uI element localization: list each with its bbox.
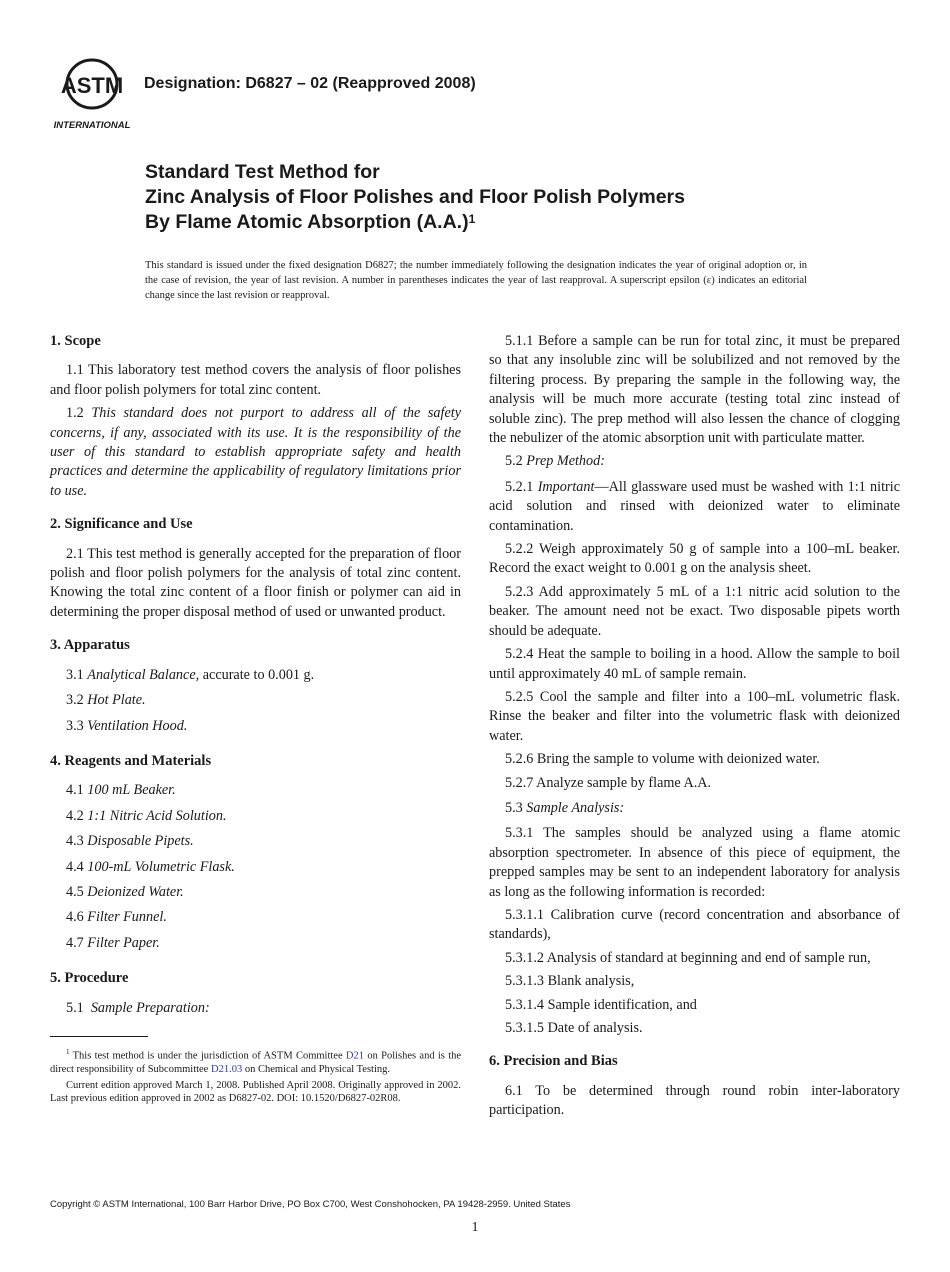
- section-3-1: 3.1 Analytical Balance, accurate to 0.001 g.: [66, 666, 315, 683]
- title-line-3: By Flame Atomic Absorption $(A.A.)^1$: [145, 211, 476, 233]
- section-5-3-1-5: 5.3.1.5 Date of analysis.: [505, 1020, 643, 1036]
- section-3-3: 3.3 Ventilation Hood.: [66, 717, 188, 734]
- section-6-1: 6.1 To be determined through round robin inter-laboratory participation.: [489, 1082, 900, 1119]
- footnote-1: $^1$ This test method is under the jurisdiction of ASTM Committee D21 on Polishes and is the direct responsibility of Subcommittee D21.03 on Chemical and Physical Testing.: [50, 1048, 462, 1075]
- copyright-notice: Copyright © ASTM International, 100 Barr Harbor Drive, PO Box C700, West Conshohocken, PA 19428-2959. United States: [50, 1199, 571, 1210]
- title-line-1: Standard Test Method for: [145, 161, 380, 183]
- section-5-2-6: 5.2.6 Bring the sample to volume with deionized water.: [505, 751, 820, 768]
- precision-heading: 6. Precision and Bias: [489, 1053, 618, 1070]
- section-1-1: 1.1 This laboratory test method covers the analysis of floor polishes and floor polish polymers for total zinc content.: [50, 362, 461, 398]
- svg-text:INTERNATIONAL: INTERNATIONAL: [53, 120, 131, 131]
- procedure-heading: 5. Procedure: [50, 970, 129, 987]
- section-5-2: 5.2 Prep Method:: [505, 453, 605, 470]
- section-5-1-1: 5.1.1 Before a sample can be run for total zinc, it must be prepared so that any insoluble zinc will be solubilized and not removed by the filtering process. By preparing the sample in the following way, the analysis will be much more accurate (testing total zinc instead of soluble zinc). The prep method will also lessen the chance of clogging the nebulizer of the atomic absorption unit with particulate matter.: [489, 333, 900, 447]
- page-number: 1: [471, 1220, 479, 1235]
- list-item: 4.2 1:1 Nitric Acid Solution.: [66, 807, 227, 824]
- section-5-2-7: 5.2.7 Analyze sample by flame A.A.: [505, 774, 712, 791]
- list-item: 4.1 100 mL Beaker.: [66, 782, 176, 799]
- section-5-2-3: 5.2.3 Add approximately 5 mL of a 1:1 nitric acid solution to the beaker. The amount need not be exact. Two disposable pipets worth should be adequate.: [489, 583, 900, 639]
- issuance-notice: This standard is issued under the fixed designation D6827; the number immediately following the designation indicates the year of original adoption or, in the case of revision, the year of last revision. A number in parentheses indicates the year of last reapproval. A superscript epsilon (ε) indicates an editorial change since the last revision or reapproval.: [145, 260, 807, 301]
- significance-heading: 2. Significance and Use: [50, 516, 193, 533]
- footnotes: [50, 1046, 461, 1108]
- apparatus-heading: 3. Apparatus: [50, 637, 130, 654]
- list-item: 4.4 100-mL Volumetric Flask.: [66, 858, 235, 875]
- list-item: 4.6 Filter Funnel.: [66, 909, 167, 926]
- section-5-3-1-2: 5.3.1.2 Analysis of standard at beginning and end of sample run,: [505, 949, 871, 966]
- section-5-2-1: 5.2.1 Important—All glassware used must be washed with 1:1 nitric acid solution and rinsed with deionized water to eliminate contamination.: [489, 478, 900, 534]
- section-5-2-5: 5.2.5 Cool the sample and filter into a 100–mL volumetric flask. Rinse the beaker and filter into the volumetric flask with deionized water.: [489, 688, 900, 744]
- designation: Designation: D6827 – 02 (Reapproved 2008): [144, 75, 476, 92]
- list-item: 4.3 Disposable Pipets.: [66, 833, 194, 850]
- list-item: 4.5 Deionized Water.: [66, 883, 184, 900]
- section-5-3-1-1: 5.3.1.1 Calibration curve (record concentration and absorbance of standards),: [489, 906, 900, 943]
- title-footnote-ref: 1: [468, 212, 476, 226]
- astm-logo: [50, 58, 134, 132]
- list-item: 4.7 Filter Paper.: [66, 934, 160, 951]
- footnote-divider: [50, 1036, 148, 1037]
- section-2-1: 2.1 This test method is generally accepted for the preparation of floor polish and floor polish polymers for the analysis of total zinc content. Knowing the total zinc content of a floor finish or polymer can aid in determining the proper disposal method of used or unwanted product.: [50, 545, 461, 620]
- section-5-3-1: 5.3.1 The samples should be analyzed using a flame atomic absorption spectrometer. In absence of this piece of equipment, the prepped samples may be sent to an independent laboratory for analysis as long as the following information is recorded:: [489, 825, 900, 900]
- svg-text:ASTM: ASTM: [60, 73, 124, 98]
- section-5-2-4: 5.2.4 Heat the sample to boiling in a hood. Allow the sample to boil until approximately 40 mL of sample remain.: [489, 646, 900, 682]
- document-title: [145, 160, 905, 235]
- left-column: [50, 332, 461, 1024]
- section-5-1: 5.1 Sample Preparation:: [66, 999, 210, 1016]
- section-5-3: 5.3 Sample Analysis:: [505, 799, 625, 816]
- section-5-3-1-4: 5.3.1.4 Sample identification, and: [505, 996, 697, 1013]
- subcommittee-d21-03-link[interactable]: D21.03: [210, 1064, 243, 1075]
- reagents-heading: 4. Reagents and Materials: [50, 752, 212, 769]
- reagents-list: [50, 781, 461, 953]
- footnote-edition: Current edition approved March 1, 2008. Published April 2008. Originally approved in 2002. Last previous edition approved in 2002 as D6827-02. DOI: 10.1520/D6827-02R08.: [50, 1079, 461, 1104]
- section-1-2: 1.2 This standard does not purport to address all of the safety concerns, if any, associated with its use. It is the responsibility of the user of this standard to establish appropriate safety and health practices and determine the applicability of regulatory limitations prior to use.: [50, 405, 461, 499]
- right-column: [489, 332, 900, 1125]
- scope-heading: 1. Scope: [50, 333, 101, 349]
- title-line-2: Zinc Analysis of Floor Polishes and Floor Polish Polymers: [145, 186, 685, 208]
- section-3-2: 3.2 Hot Plate.: [66, 692, 146, 709]
- committee-d21-link[interactable]: D21: [345, 1050, 365, 1062]
- section-5-2-2: 5.2.2 Weigh approximately 50 g of sample into a 100–mL beaker. Record the exact weight to 0.001 g on the analysis sheet.: [489, 541, 900, 577]
- section-5-3-1-3: 5.3.1.3 Blank analysis,: [505, 973, 635, 990]
